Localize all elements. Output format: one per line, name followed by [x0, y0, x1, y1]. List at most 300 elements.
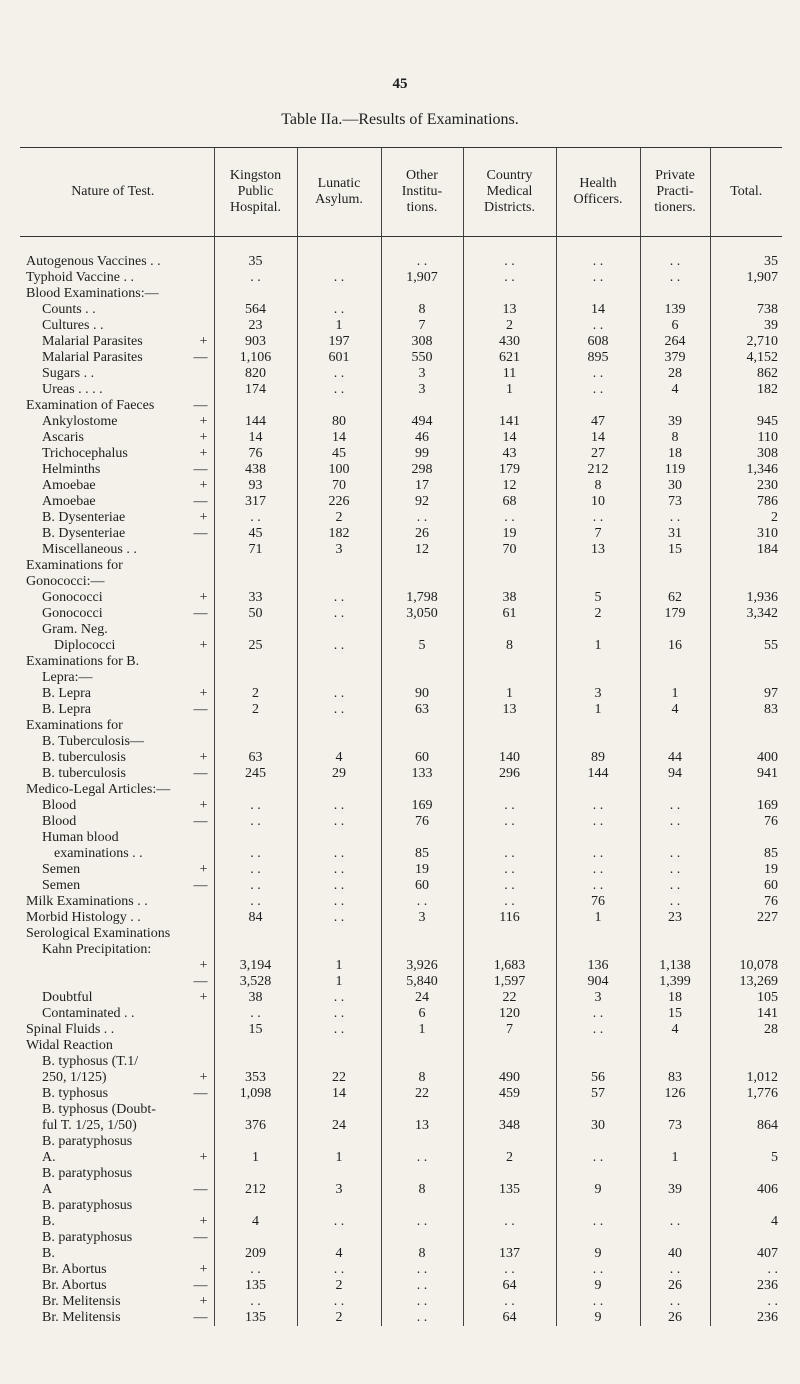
kingston-public-hospital-cell: 38: [214, 990, 297, 1006]
test-name: Counts . .: [42, 302, 96, 317]
private-practitioners-cell: [640, 1102, 710, 1118]
country-medical-districts-cell: 68: [463, 494, 556, 510]
test-name: B. Lepra: [42, 686, 91, 701]
result-sign: +: [199, 958, 208, 973]
country-medical-districts-cell: 7: [463, 1022, 556, 1038]
private-practitioners-cell: 126: [640, 1086, 710, 1102]
table-row: [20, 814, 782, 830]
table-row: [20, 1310, 782, 1326]
test-name: Br. Melitensis: [42, 1310, 121, 1325]
other-institutions-cell: 308: [381, 334, 463, 350]
kingston-public-hospital-cell: 35: [214, 254, 297, 270]
total-cell: 1,936: [710, 590, 782, 606]
kingston-public-hospital-cell: 4: [214, 1214, 297, 1230]
table-row: [20, 558, 782, 574]
test-name-cell: [20, 654, 214, 670]
kingston-public-hospital-cell: 63: [214, 750, 297, 766]
health-officers-cell: . .: [556, 1006, 640, 1022]
kingston-public-hospital-cell: 376: [214, 1118, 297, 1134]
health-officers-cell: [556, 830, 640, 846]
other-institutions-cell: . .: [381, 1150, 463, 1166]
test-name: Amoebae: [42, 478, 96, 493]
other-institutions-cell: [381, 670, 463, 686]
test-name: B.: [42, 1214, 55, 1229]
country-medical-districts-cell: 14: [463, 430, 556, 446]
total-cell: . .: [710, 1294, 782, 1310]
other-institutions-cell: 46: [381, 430, 463, 446]
header-line: tions.: [406, 200, 438, 215]
test-name-cell: [20, 526, 214, 542]
result-sign: —: [193, 974, 208, 989]
kingston-public-hospital-cell: [214, 1198, 297, 1214]
header-line: Total.: [730, 184, 763, 199]
country-medical-districts-cell: [463, 718, 556, 734]
health-officers-cell: . .: [556, 1214, 640, 1230]
lunatic-asylum-cell: [297, 286, 381, 302]
lunatic-asylum-cell: 182: [297, 526, 381, 542]
kingston-public-hospital-cell: . .: [214, 862, 297, 878]
lunatic-asylum-cell: [297, 654, 381, 670]
test-name-cell: [20, 846, 214, 862]
table-row: [20, 926, 782, 942]
header-line: Asylum.: [315, 192, 363, 207]
kingston-public-hospital-cell: 2: [214, 702, 297, 718]
test-name-cell: [20, 366, 214, 382]
table-row: [20, 958, 782, 974]
other-institutions-cell: 85: [381, 846, 463, 862]
kingston-public-hospital-cell: 212: [214, 1182, 297, 1198]
lunatic-asylum-cell: . .: [297, 910, 381, 926]
test-name-cell: [20, 478, 214, 494]
health-officers-cell: . .: [556, 1022, 640, 1038]
lunatic-asylum-cell: . .: [297, 878, 381, 894]
table-row: [20, 1118, 782, 1134]
kingston-public-hospital-cell: 1,106: [214, 350, 297, 366]
kingston-public-hospital-cell: 2: [214, 686, 297, 702]
lunatic-asylum-cell: . .: [297, 382, 381, 398]
lunatic-asylum-cell: . .: [297, 686, 381, 702]
health-officers-cell: [556, 782, 640, 798]
test-name: Semen: [42, 862, 81, 877]
health-officers-cell: 14: [556, 302, 640, 318]
total-cell: 2,710: [710, 334, 782, 350]
test-name-cell: [20, 334, 214, 350]
kingston-public-hospital-cell: 93: [214, 478, 297, 494]
other-institutions-cell: 90: [381, 686, 463, 702]
test-name: Widal Reaction: [26, 1038, 113, 1053]
table-row: [20, 1054, 782, 1070]
kingston-public-hospital-cell: 1: [214, 1150, 297, 1166]
other-institutions-cell: 3: [381, 382, 463, 398]
table-row: [20, 398, 782, 414]
private-practitioners-cell: 31: [640, 526, 710, 542]
test-name-cell: [20, 414, 214, 430]
health-officers-cell: 27: [556, 446, 640, 462]
total-cell: 941: [710, 766, 782, 782]
lunatic-asylum-cell: . .: [297, 366, 381, 382]
test-name: Serological Examinations: [26, 926, 171, 941]
lunatic-asylum-cell: 1: [297, 1150, 381, 1166]
country-medical-districts-cell: . .: [463, 878, 556, 894]
private-practitioners-cell: 73: [640, 494, 710, 510]
private-practitioners-cell: 264: [640, 334, 710, 350]
result-sign: +: [199, 798, 208, 813]
country-medical-districts-cell: 38: [463, 590, 556, 606]
total-cell: 35: [710, 254, 782, 270]
other-institutions-cell: 99: [381, 446, 463, 462]
private-practitioners-cell: 15: [640, 1006, 710, 1022]
total-header: [710, 148, 782, 237]
result-sign: —: [193, 526, 208, 541]
other-institutions-cell: [381, 398, 463, 414]
total-cell: 400: [710, 750, 782, 766]
lunatic-asylum-cell: [297, 830, 381, 846]
private-practitioners-cell: 8: [640, 430, 710, 446]
test-name-cell: [20, 910, 214, 926]
total-cell: 10,078: [710, 958, 782, 974]
country-medical-districts-cell: . .: [463, 510, 556, 526]
health-officers-header: [556, 148, 640, 237]
test-name: Contaminated . .: [42, 1006, 135, 1021]
kingston-public-hospital-cell: 135: [214, 1310, 297, 1326]
kingston-public-hospital-cell: [214, 1230, 297, 1246]
test-name: Gonococci: [42, 606, 103, 621]
health-officers-cell: 9: [556, 1278, 640, 1294]
other-institutions-cell: [381, 574, 463, 590]
total-cell: [710, 718, 782, 734]
lunatic-asylum-cell: 197: [297, 334, 381, 350]
other-institutions-cell: [381, 1102, 463, 1118]
test-name: Blood: [42, 798, 77, 813]
total-cell: 236: [710, 1310, 782, 1326]
lunatic-asylum-cell: [297, 1134, 381, 1150]
health-officers-cell: 144: [556, 766, 640, 782]
total-cell: [710, 558, 782, 574]
private-practitioners-cell: 18: [640, 990, 710, 1006]
country-medical-districts-cell: [463, 398, 556, 414]
private-practitioners-cell: [640, 558, 710, 574]
lunatic-asylum-cell: [297, 1102, 381, 1118]
other-institutions-cell: [381, 926, 463, 942]
total-cell: 1,012: [710, 1070, 782, 1086]
kingston-public-hospital-cell: . .: [214, 878, 297, 894]
table-row: [20, 894, 782, 910]
table-row: [20, 1022, 782, 1038]
test-name-cell: [20, 862, 214, 878]
country-medical-districts-cell: 1: [463, 686, 556, 702]
table-row: [20, 1278, 782, 1294]
health-officers-cell: [556, 622, 640, 638]
kingston-public-hospital-cell: 45: [214, 526, 297, 542]
kingston-public-hospital-cell: [214, 558, 297, 574]
total-cell: [710, 926, 782, 942]
other-institutions-cell: 76: [381, 814, 463, 830]
total-cell: [710, 286, 782, 302]
country-medical-districts-cell: . .: [463, 254, 556, 270]
health-officers-cell: [556, 734, 640, 750]
private-practitioners-cell: 44: [640, 750, 710, 766]
table-row: [20, 286, 782, 302]
private-practitioners-cell: [640, 1054, 710, 1070]
lunatic-asylum-cell: 3: [297, 542, 381, 558]
lunatic-asylum-cell: 14: [297, 1086, 381, 1102]
table-row: [20, 654, 782, 670]
kingston-public-hospital-cell: 135: [214, 1278, 297, 1294]
lunatic-asylum-cell: [297, 1230, 381, 1246]
country-medical-districts-cell: 70: [463, 542, 556, 558]
health-officers-cell: [556, 1198, 640, 1214]
test-name-cell: [20, 1294, 214, 1310]
table-row: [20, 830, 782, 846]
lunatic-asylum-cell: . .: [297, 270, 381, 286]
test-name-cell: [20, 542, 214, 558]
private-practitioners-cell: . .: [640, 894, 710, 910]
test-name-cell: [20, 286, 214, 302]
table-row: [20, 590, 782, 606]
total-cell: 110: [710, 430, 782, 446]
test-name: ful T. 1/25, 1/50): [42, 1118, 137, 1133]
kingston-public-hospital-cell: . .: [214, 270, 297, 286]
lunatic-asylum-cell: 3: [297, 1182, 381, 1198]
private-practitioners-cell: 26: [640, 1278, 710, 1294]
header-line: Private: [655, 168, 695, 183]
lunatic-asylum-cell: 226: [297, 494, 381, 510]
total-cell: 1,776: [710, 1086, 782, 1102]
country-medical-districts-cell: . .: [463, 1214, 556, 1230]
health-officers-cell: 47: [556, 414, 640, 430]
lunatic-asylum-cell: 29: [297, 766, 381, 782]
result-sign: +: [199, 638, 208, 653]
lunatic-asylum-cell: . .: [297, 862, 381, 878]
lunatic-asylum-cell: . .: [297, 1262, 381, 1278]
header-line: Institu-: [401, 184, 443, 199]
country-medical-districts-cell: [463, 1166, 556, 1182]
private-practitioners-cell: [640, 574, 710, 590]
health-officers-cell: . .: [556, 254, 640, 270]
health-officers-cell: . .: [556, 366, 640, 382]
table-row: [20, 446, 782, 462]
test-name-cell: [20, 750, 214, 766]
table-row: [20, 1246, 782, 1262]
other-institutions-cell: 133: [381, 766, 463, 782]
kingston-public-hospital-cell: [214, 830, 297, 846]
total-cell: [710, 734, 782, 750]
result-sign: —: [193, 878, 208, 893]
lunatic-asylum-cell: . .: [297, 1022, 381, 1038]
lunatic-asylum-cell: . .: [297, 590, 381, 606]
test-name: Cultures . .: [42, 318, 104, 333]
other-institutions-cell: 5,840: [381, 974, 463, 990]
test-name: Examinations for B.: [26, 654, 140, 669]
kingston-public-hospital-cell: . .: [214, 894, 297, 910]
total-cell: 60: [710, 878, 782, 894]
other-institutions-cell: 19: [381, 862, 463, 878]
result-sign: +: [199, 990, 208, 1005]
country-medical-districts-cell: [463, 1198, 556, 1214]
other-institutions-cell: . .: [381, 1262, 463, 1278]
other-institutions-cell: [381, 622, 463, 638]
private-practitioners-cell: [640, 1134, 710, 1150]
other-institutions-cell: 298: [381, 462, 463, 478]
test-name-cell: [20, 718, 214, 734]
kingston-public-hospital-cell: [214, 734, 297, 750]
results-table: [20, 147, 782, 1326]
test-name-cell: [20, 606, 214, 622]
private-practitioners-cell: 139: [640, 302, 710, 318]
other-institutions-cell: 8: [381, 302, 463, 318]
private-practitioners-cell: . .: [640, 270, 710, 286]
health-officers-cell: . .: [556, 270, 640, 286]
other-institutions-cell: [381, 1134, 463, 1150]
health-officers-cell: [556, 237, 640, 255]
lunatic-asylum-cell: . .: [297, 798, 381, 814]
private-practitioners-cell: [640, 734, 710, 750]
country-medical-districts-cell: 490: [463, 1070, 556, 1086]
health-officers-cell: . .: [556, 878, 640, 894]
total-cell: 85: [710, 846, 782, 862]
table-row: [20, 638, 782, 654]
total-cell: 738: [710, 302, 782, 318]
total-cell: 4,152: [710, 350, 782, 366]
other-institutions-cell: 63: [381, 702, 463, 718]
total-cell: [710, 670, 782, 686]
kingston-public-hospital-cell: [214, 1166, 297, 1182]
table-row: [20, 1086, 782, 1102]
total-cell: 3,342: [710, 606, 782, 622]
other-institutions-cell: 12: [381, 542, 463, 558]
health-officers-cell: [556, 398, 640, 414]
health-officers-cell: 9: [556, 1310, 640, 1326]
other-institutions-cell: 3,050: [381, 606, 463, 622]
total-cell: 308: [710, 446, 782, 462]
total-cell: 236: [710, 1278, 782, 1294]
kingston-public-hospital-header: [214, 148, 297, 237]
other-institutions-cell: 1,907: [381, 270, 463, 286]
country-medical-districts-cell: [463, 782, 556, 798]
kingston-public-hospital-cell: [214, 670, 297, 686]
test-name-cell: [20, 574, 214, 590]
country-medical-districts-cell: 348: [463, 1118, 556, 1134]
total-cell: 39: [710, 318, 782, 334]
table-row: [20, 430, 782, 446]
test-name: Br. Abortus: [42, 1278, 107, 1293]
health-officers-cell: [556, 1054, 640, 1070]
test-name: B. tuberculosis: [42, 766, 126, 781]
table-row: [20, 270, 782, 286]
other-institutions-cell: 3: [381, 910, 463, 926]
test-name-cell: [20, 1150, 214, 1166]
table-row: [20, 910, 782, 926]
kingston-public-hospital-cell: 23: [214, 318, 297, 334]
lunatic-asylum-cell: . .: [297, 638, 381, 654]
country-medical-districts-cell: 22: [463, 990, 556, 1006]
test-name: B. typhosus: [42, 1086, 109, 1101]
health-officers-cell: . .: [556, 1262, 640, 1278]
private-practitioners-cell: 62: [640, 590, 710, 606]
lunatic-asylum-cell: [297, 622, 381, 638]
table-row: [20, 510, 782, 526]
lunatic-asylum-header: [297, 148, 381, 237]
test-name: Kahn Precipitation:: [42, 942, 152, 957]
private-practitioners-cell: 40: [640, 1246, 710, 1262]
lunatic-asylum-cell: . .: [297, 1006, 381, 1022]
total-cell: . .: [710, 1262, 782, 1278]
health-officers-cell: 89: [556, 750, 640, 766]
test-name-cell: [20, 1022, 214, 1038]
country-medical-districts-cell: 140: [463, 750, 556, 766]
private-practitioners-cell: 1,399: [640, 974, 710, 990]
table-body: [20, 237, 782, 1327]
kingston-public-hospital-cell: 76: [214, 446, 297, 462]
private-practitioners-cell: . .: [640, 1214, 710, 1230]
lunatic-asylum-cell: . .: [297, 990, 381, 1006]
lunatic-asylum-cell: 2: [297, 1310, 381, 1326]
result-sign: +: [199, 414, 208, 429]
header-line: Districts.: [484, 200, 535, 215]
total-cell: [710, 1038, 782, 1054]
country-medical-districts-cell: [463, 574, 556, 590]
test-name-cell: [20, 1086, 214, 1102]
country-medical-districts-cell: . .: [463, 798, 556, 814]
total-cell: 862: [710, 366, 782, 382]
test-name: Ascaris: [42, 430, 84, 445]
kingston-public-hospital-cell: [214, 398, 297, 414]
private-practitioners-cell: 1: [640, 1150, 710, 1166]
health-officers-cell: 14: [556, 430, 640, 446]
country-medical-districts-cell: . .: [463, 894, 556, 910]
lunatic-asylum-cell: [297, 718, 381, 734]
country-medical-districts-cell: [463, 286, 556, 302]
health-officers-cell: 57: [556, 1086, 640, 1102]
country-medical-districts-cell: 1: [463, 382, 556, 398]
total-cell: 406: [710, 1182, 782, 1198]
other-institutions-cell: 92: [381, 494, 463, 510]
private-practitioners-cell: 6: [640, 318, 710, 334]
result-sign: +: [199, 862, 208, 877]
health-officers-cell: 1: [556, 702, 640, 718]
lunatic-asylum-cell: . .: [297, 814, 381, 830]
result-sign: —: [193, 398, 208, 413]
private-practitioners-cell: 39: [640, 1182, 710, 1198]
lunatic-asylum-cell: [297, 1038, 381, 1054]
kingston-public-hospital-cell: 245: [214, 766, 297, 782]
kingston-public-hospital-cell: . .: [214, 1262, 297, 1278]
country-medical-districts-cell: . .: [463, 846, 556, 862]
test-name: B. Tuberculosis—: [42, 734, 144, 749]
lunatic-asylum-cell: [297, 1198, 381, 1214]
health-officers-cell: 904: [556, 974, 640, 990]
kingston-public-hospital-cell: 33: [214, 590, 297, 606]
country-medical-districts-cell: 141: [463, 414, 556, 430]
country-medical-districts-cell: [463, 654, 556, 670]
test-name-cell: [20, 1182, 214, 1198]
total-cell: 227: [710, 910, 782, 926]
table-row: [20, 542, 782, 558]
table-row: [20, 350, 782, 366]
total-cell: 55: [710, 638, 782, 654]
result-sign: —: [193, 1278, 208, 1293]
total-cell: [710, 1198, 782, 1214]
health-officers-cell: 76: [556, 894, 640, 910]
lunatic-asylum-cell: 1: [297, 974, 381, 990]
test-name: Diplococci: [54, 638, 116, 653]
test-name-cell: [20, 686, 214, 702]
country-medical-districts-cell: 135: [463, 1182, 556, 1198]
total-cell: [710, 237, 782, 255]
table-row: [20, 862, 782, 878]
private-practitioners-cell: 4: [640, 1022, 710, 1038]
other-institutions-cell: [381, 830, 463, 846]
